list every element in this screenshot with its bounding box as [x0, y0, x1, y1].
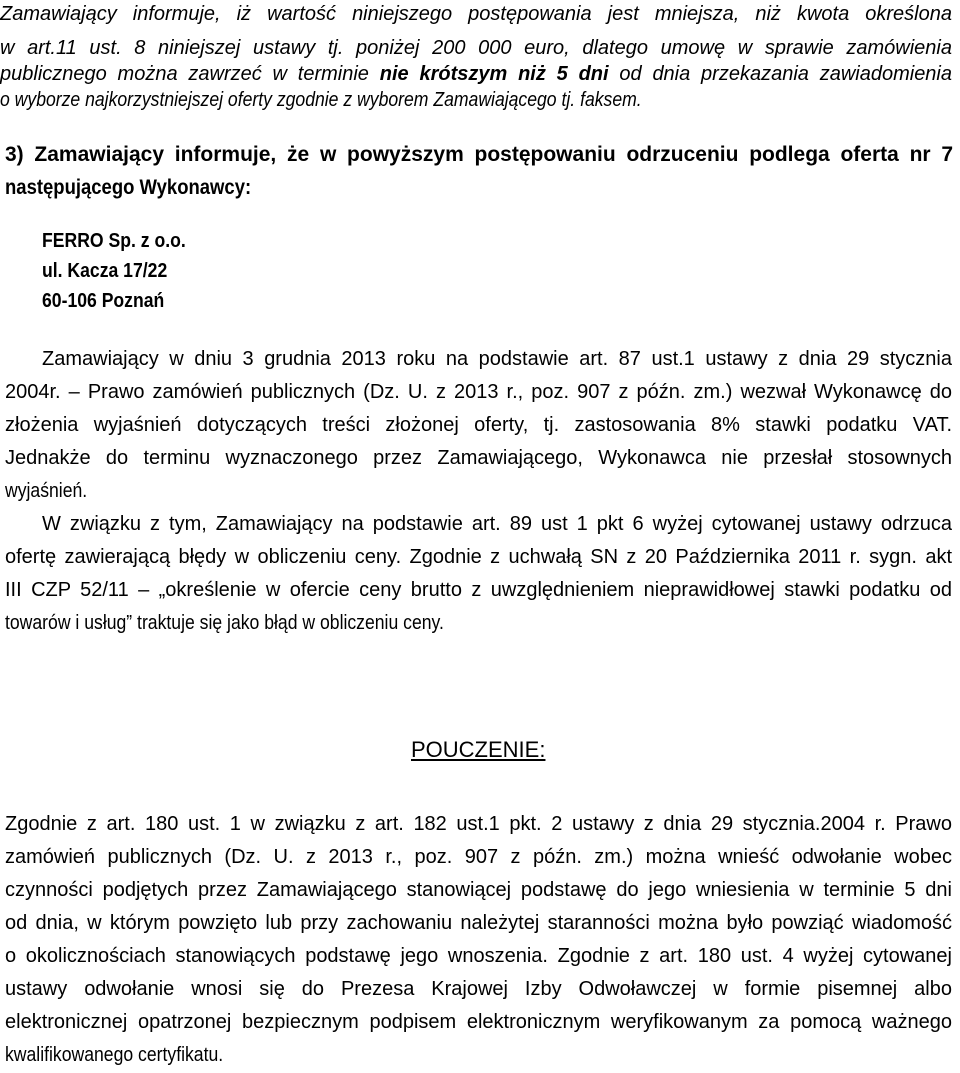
rejection-line-6: W związku z tym, Zamawiający na podstawie art. 89 ust 1 pkt 6 wyżej cytowanej ustawy odrzuca [42, 513, 952, 535]
section3-line-1: 3) Zamawiający informuje, że w powyższym postępowaniu odrzuceniu podlega oferta nr 7 [5, 143, 953, 166]
pouczenie-line-6: ustawy odwołanie wnosi się do Prezesa Krajowej Izby Odwoławczej w formie pisemnej albo [5, 978, 952, 1000]
rejection-line-2: 2004r. – Prawo zamówień publicznych (Dz. U. z 2013 r., poz. 907 z późn. zm.) wezwał Wykonawcę do [5, 381, 952, 403]
pouczenie-heading: POUCZENIE: [411, 737, 546, 762]
rejection-line-7: ofertę zawierającą błędy w obliczeniu ceny. Zgodnie z uchwałą SN z 20 Października 2011 r. sygn. akt [5, 546, 952, 568]
rejection-line-8: III CZP 52/11 – „określenie w ofercie ceny brutto z uwzględnieniem nieprawidłowej stawki podatku od [5, 579, 952, 601]
pouczenie-line-3: czynności podjętych przez Zamawiającego stanowiącej podstawę do jego wniesienia w terminie 5 dni [5, 879, 952, 901]
intro-line-3 [0, 62, 952, 86]
pouczenie-line-4: od dnia, w którym powzięto lub przy zachowaniu należytej staranności można było powziąć wiadomość [5, 912, 952, 934]
intro-line-3-pre: publicznego można zawrzeć w terminie [0, 63, 380, 85]
rejection-line-9: towarów i usług” traktuje się jako błąd w obliczeniu ceny. [5, 612, 444, 634]
contractor-street: ul. Kacza 17/22 [42, 260, 168, 282]
rejection-line-5: wyjaśnień. [5, 480, 88, 502]
pouczenie-line-5: o okolicznościach stanowiących podstawę jego wnoszenia. Zgodnie z art. 180 ust. 4 wyżej cytowanej [5, 945, 952, 967]
pouczenie-line-1: Zgodnie z art. 180 ust. 1 w związku z art. 182 ust.1 pkt. 2 ustawy z dnia 29 stycznia.2004 r. Prawo [5, 813, 952, 835]
rejection-line-4: Jednakże do terminu wyznaczonego przez Zamawiającego, Wykonawca nie przesłał stosownych [5, 447, 952, 469]
contractor-city: 60-106 Poznań [42, 290, 165, 312]
contractor-name: FERRO Sp. z o.o. [42, 230, 186, 252]
rejection-line-1: Zamawiający w dniu 3 grudnia 2013 roku na podstawie art. 87 ust.1 ustawy z dnia 29 stycznia [42, 348, 952, 370]
intro-line-2: w art.11 ust. 8 niniejszej ustawy tj. poniżej 200 000 euro, dlatego umowę w sprawie zamówienia [0, 37, 952, 59]
pouczenie-line-2: zamówień publicznych (Dz. U. z 2013 r., poz. 907 z późn. zm.) można wnieść odwołanie wobec [5, 846, 952, 868]
intro-line-4: o wyborze najkorzystniejszej oferty zgodnie z wyborem Zamawiającego tj. faksem. [0, 89, 642, 111]
intro-line-3-bold: nie krótszym niż 5 dni [379, 63, 609, 85]
intro-line-3-post: od dnia przekazania zawiadomienia [608, 63, 952, 85]
rejection-line-3: złożenia wyjaśnień dotyczących treści złożonej oferty, tj. zastosowania 8% stawki podatku VAT. [5, 414, 952, 436]
section3-line-2: następującego Wykonawcy: [5, 176, 252, 199]
pouczenie-line-7: elektronicznej opatrzonej bezpiecznym podpisem elektronicznym weryfikowanym za pomocą ważnego [5, 1011, 952, 1033]
pouczenie-line-8: kwalifikowanego certyfikatu. [5, 1044, 224, 1066]
intro-line-1: Zamawiający informuje, iż wartość niniejszego postępowania jest mniejsza, niż kwota określona [0, 3, 952, 25]
